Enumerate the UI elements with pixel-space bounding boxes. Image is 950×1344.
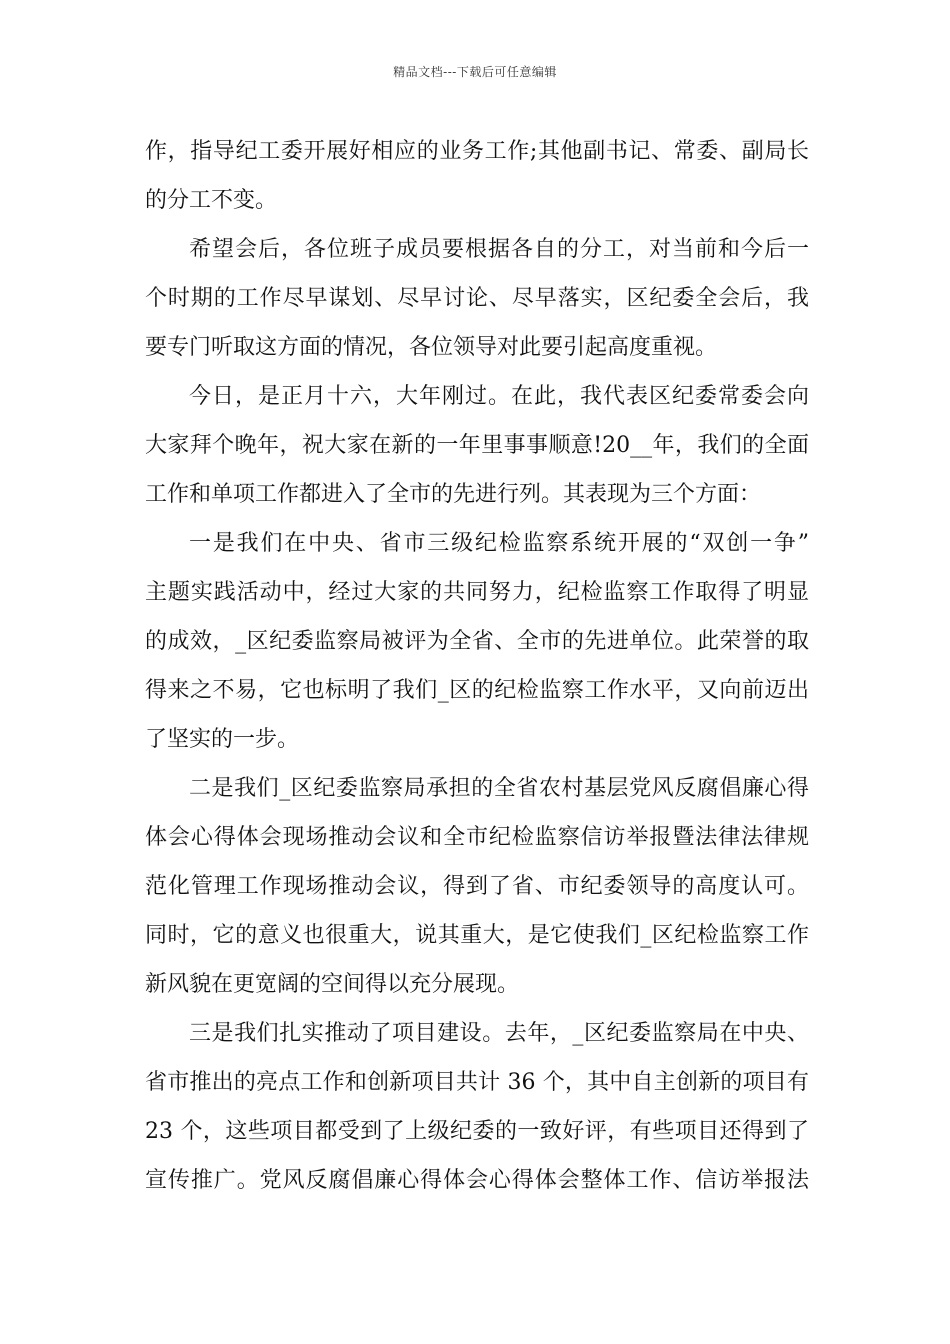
text-line: 新风貌在更宽阔的空间得以充分展现。	[145, 972, 520, 997]
text-line: 二是我们_区纪委监察局承担的全省农村基层党风反腐倡廉心得	[189, 776, 809, 801]
paragraph	[145, 764, 809, 1009]
text-line: 作，指导纪工委开展好相应的业务工作;其他副书记、常委、副局长	[145, 139, 809, 164]
text-line: 三是我们扎实推动了项目建设。去年，_区纪委监察局在中央、	[189, 1021, 809, 1046]
text-line: 大家拜个晚年，祝大家在新的一年里事事顺意!20__年，我们的全面	[145, 433, 809, 458]
document-body	[145, 127, 809, 1205]
text-line: 得来之不易，它也标明了我们_区的纪检监察工作水平，又向前迈出	[145, 678, 809, 703]
text-line: 主题实践活动中，经过大家的共同努力，纪检监察工作取得了明显	[145, 580, 809, 605]
paragraph	[145, 225, 809, 372]
page-header: 精品文档---下载后可任意编辑	[393, 65, 557, 79]
text-line: 范化管理工作现场推动会议，得到了省、市纪委领导的高度认可。	[145, 874, 809, 899]
text-line: 23 个，这些项目都受到了上级纪委的一致好评，有些项目还得到了	[145, 1119, 809, 1144]
text-line: 希望会后，各位班子成员要根据各自的分工，对当前和今后一	[189, 237, 809, 262]
text-line: 省市推出的亮点工作和创新项目共计 36 个，其中自主创新的项目有	[145, 1070, 809, 1095]
text-line: 体会心得体会现场推动会议和全市纪检监察信访举报暨法律法律规	[145, 825, 809, 850]
paragraph	[145, 127, 809, 225]
text-line: 的成效，_区纪委监察局被评为全省、全市的先进单位。此荣誉的取	[145, 629, 809, 654]
text-line: 了坚实的一步。	[145, 727, 300, 752]
text-line: 宣传推广。党风反腐倡廉心得体会心得体会整体工作、信访举报法	[145, 1168, 809, 1193]
text-line: 今日，是正月十六，大年刚过。在此，我代表区纪委常委会向	[189, 384, 809, 409]
paragraph	[145, 1009, 809, 1205]
text-line: 同时，它的意义也很重大，说其重大，是它使我们_区纪检监察工作	[145, 923, 809, 948]
text-line: 个时期的工作尽早谋划、尽早讨论、尽早落实，区纪委全会后，我	[145, 286, 809, 311]
paragraph	[145, 372, 809, 519]
text-line: 要专门听取这方面的情况，各位领导对此要引起高度重视。	[145, 335, 718, 360]
paragraph	[145, 519, 809, 764]
text-line: 的分工不变。	[145, 188, 278, 213]
text-line: 一是我们在中央、省市三级纪检监察系统开展的“双创一争”	[189, 531, 809, 556]
text-line: 工作和单项工作都进入了全市的先进行列。其表现为三个方面：	[145, 482, 762, 507]
